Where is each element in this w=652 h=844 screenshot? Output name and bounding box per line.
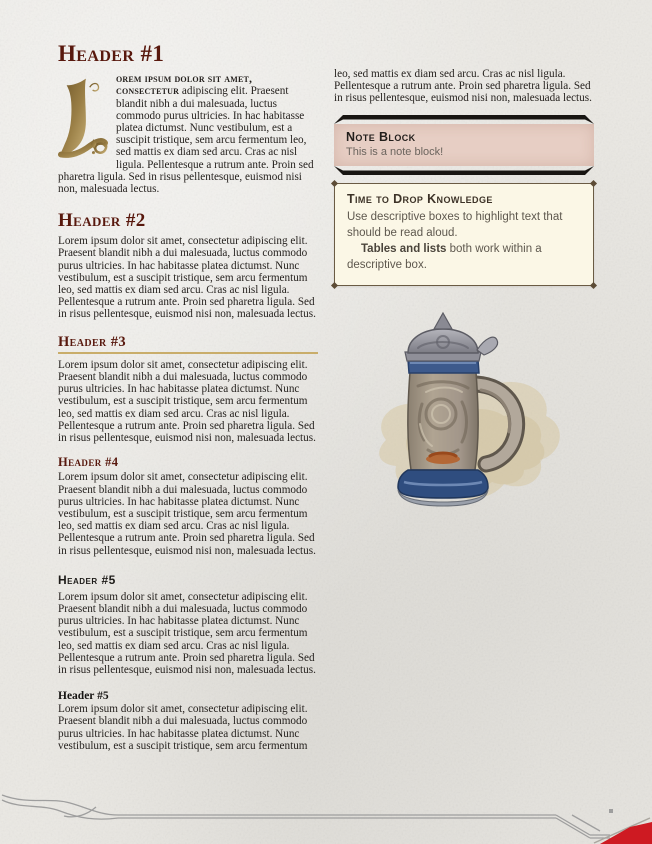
beer-stein-illustration <box>348 312 573 517</box>
page-body <box>58 42 594 754</box>
note-bottom-bar-icon <box>334 166 594 175</box>
descriptive-box-text <box>347 209 581 273</box>
corner-dot-icon <box>590 180 597 187</box>
note-text: This is a note block! <box>346 145 444 158</box>
header-1: Header #1 <box>58 41 165 66</box>
descriptive-box-emphasis-rest: both work within a descriptive box. <box>347 242 542 271</box>
descriptive-box-line1: Use descriptive boxes to highlight text that should be read aloud. <box>347 210 563 239</box>
intro-rest: adipiscing elit. Praesent blandit nibh a dui malesuada, luctus commodo purus ultricies. In hac habitasse platea dictumst. Nunc vestibulum, est a suscipit tristique, sem arcu fermentum leo, sed mattis ex diam sed arcu. Cras ac nisl ligula. Pellentesque a rutrum ante. Proin sed pharetra ligula. Sed in risus pellentesque, euismod nisi non, malesuada lectus. <box>58 85 314 195</box>
section-5-paragraph: Lorem ipsum dolor sit amet, consectetur adipiscing elit. Praesent blandit nibh a dui malesuada, luctus commodo purus ultricies. In hac habitasse platea dictumst. Nunc vestibulum, est a suscipit tristique, sem arcu fermentum leo, sed mattis ex diam sed arcu. Cras ac nisl ligula. Pellentesque a rutrum ante. Proin sed pharetra ligula. Sed in risus pellentesque, euismod nisi non, malesuada lectus. <box>58 590 316 676</box>
header-5-bold: Header #5 <box>58 690 109 703</box>
drop-cap-letter-l-icon <box>58 75 108 161</box>
intro-paragraph <box>58 73 318 195</box>
right-column <box>334 42 594 754</box>
descriptive-box <box>334 183 594 286</box>
note-block <box>334 115 594 175</box>
intro-lead-smallcaps: orem ipsum dolor sit amet, consectetur <box>116 73 253 98</box>
section-4-paragraph: Lorem ipsum dolor sit amet, consectetur adipiscing elit. Praesent blandit nibh a dui malesuada, luctus commodo purus ultricies. In hac habitasse platea dictumst. Nunc vestibulum, est a suscipit tristique, sem arcu fermentum leo, sed mattis ex diam sed arcu. Cras ac nisl ligula. Pellentesque a rutrum ante. Proin sed pharetra ligula. Sed in risus pellentesque, euismod nisi non, malesuada lectus. <box>58 471 316 557</box>
section-6-paragraph: Lorem ipsum dolor sit amet, consectetur adipiscing elit. Praesent blandit nibh a dui malesuada, luctus commodo purus ultricies. In hac habitasse platea dictumst. Nunc vestibulum, est a suscipit tristique, sem arcu fermentum <box>58 703 308 752</box>
descriptive-box-emphasis: Tables and lists <box>361 242 447 255</box>
header-2: Header #2 <box>58 210 146 232</box>
section-2-paragraph: Lorem ipsum dolor sit amet, consectetur adipiscing elit. Praesent blandit nibh a dui malesuada, luctus commodo purus ultricies. In hac habitasse platea dictumst. Nunc vestibulum, est a suscipit tristique, sem arcu fermentum leo, sed mattis ex diam sed arcu. Cras ac nisl ligula. Pellentesque a rutrum ante. Proin sed pharetra ligula. Sed in risus pellentesque, euismod nisi non, malesuada lectus. <box>58 235 316 321</box>
corner-dot-icon <box>331 180 338 187</box>
corner-dot-icon <box>590 282 597 289</box>
corner-dot-icon <box>331 282 338 289</box>
note-top-bar-icon <box>334 115 594 124</box>
left-column <box>58 42 318 754</box>
footer-flourish-icon <box>0 794 652 844</box>
descriptive-box-title: Time to Drop Knowledge <box>347 191 493 206</box>
header-4: Header #4 <box>58 455 119 470</box>
page-footer <box>0 794 652 844</box>
section-3-paragraph: Lorem ipsum dolor sit amet, consectetur adipiscing elit. Praesent blandit nibh a dui malesuada, luctus commodo purus ultricies. In hac habitasse platea dictumst. Nunc vestibulum, est a suscipit tristique, sem arcu fermentum leo, sed mattis ex diam sed arcu. Cras ac nisl ligula. Pellentesque a rutrum ante. Proin sed pharetra ligula. Sed in risus pellentesque, euismod nisi non, malesuada lectus. <box>58 358 316 444</box>
header-5: Header #5 <box>58 572 116 587</box>
note-title: Note Block <box>346 129 416 144</box>
red-corner-triangle <box>600 822 652 844</box>
note-body <box>334 124 594 166</box>
header-3: Header #3 <box>58 335 318 354</box>
descriptive-box-line2 <box>347 241 581 273</box>
overflow-paragraph: leo, sed mattis ex diam sed arcu. Cras ac nisl ligula. Pellentesque a rutrum ante. Proin sed pharetra ligula. Sed in risus pellentesque, euismod nisi non, malesuada lectus. <box>334 68 592 105</box>
